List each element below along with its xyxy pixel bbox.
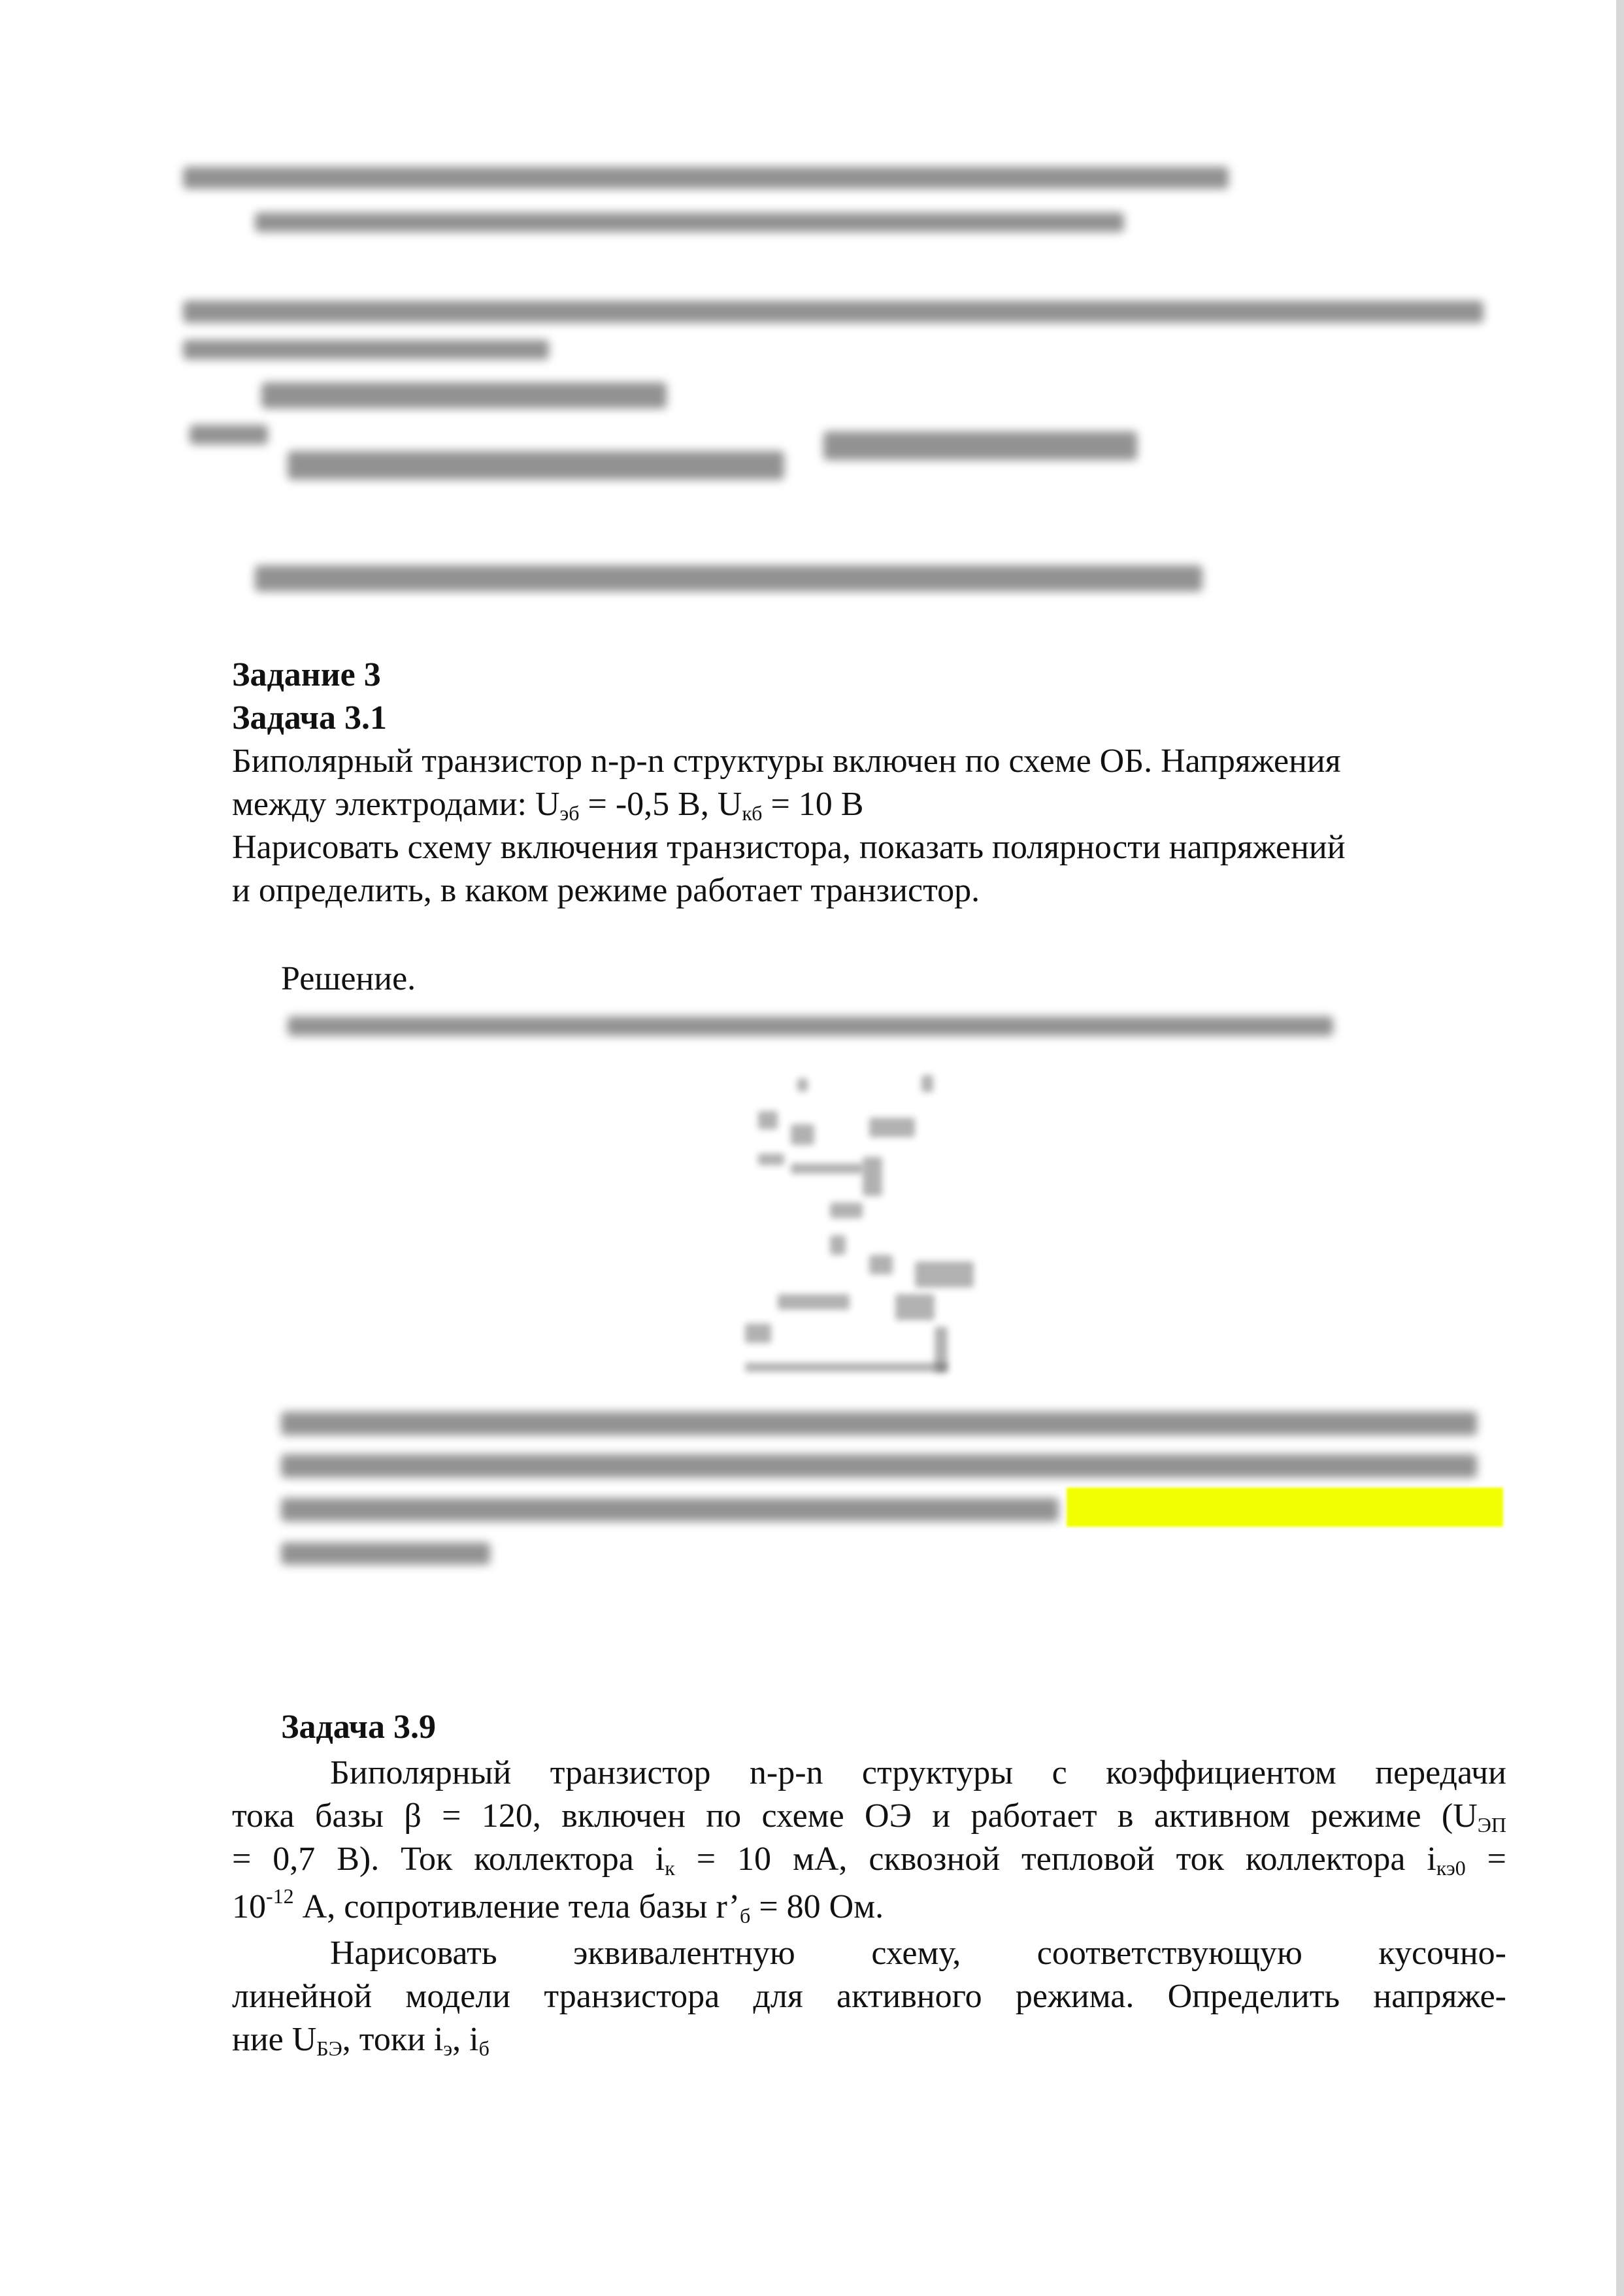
task-3-9-text-line2: тока базы β = 120, включен по схеме ОЭ и работает в активном режиме ($U_{ЭП}$ (232, 1797, 1506, 1837)
task-3-9-text-line5: Нарисовать эквивалентную схему, соответствующую кусочно- (330, 1935, 1506, 1972)
task-3-9-text-line7: ние $U_{БЭ}$, токи $i_э$, $i_б$ (232, 2021, 489, 2060)
problem-title-3-9: Задача 3.9 (281, 1708, 436, 1746)
problem-title-3-1: Задача 3.1 (232, 699, 387, 737)
task-3-1-text-line2: между электродами: $U_{эб} = -0,5$ В, $U_{кб} = 10$ В (232, 786, 864, 825)
task-3-9-text-line1: Биполярный транзистор n-p-n структуры с коэффициентом передачи (330, 1754, 1506, 1791)
blurred-solution-line (288, 1016, 1333, 1036)
highlight-mark (1067, 1488, 1503, 1527)
scan-edge (1616, 0, 1624, 2296)
task-3-1-text-line4: и определить, в каком режиме работает транзистор. (232, 872, 980, 909)
task-3-9-text-line6: линейной модели транзистора для активного режима. Определить напряже- (232, 1978, 1506, 2015)
task-heading: Задание 3 (232, 656, 381, 693)
task-3-1-text-line3: Нарисовать схему включения транзистора, показать полярности напряжений (232, 829, 1346, 866)
task-3-9-text-line3: = 0,7 В). Ток коллектора $i_к = 10$ мА, сквозной тепловой ток коллектора $i_{кэ0}$ = (232, 1840, 1507, 1880)
solution-label: Решение. (281, 960, 416, 997)
blurred-circuit-diagram (738, 1065, 1000, 1392)
task-3-9-text-line4: $10^{-12}$ А, сопротивление тела базы $r’_б = 80$ Ом. (232, 1884, 884, 1927)
task-3-1-text-line1: Биполярный транзистор n-p-n структуры включен по схеме ОБ. Напряжения (232, 742, 1341, 780)
